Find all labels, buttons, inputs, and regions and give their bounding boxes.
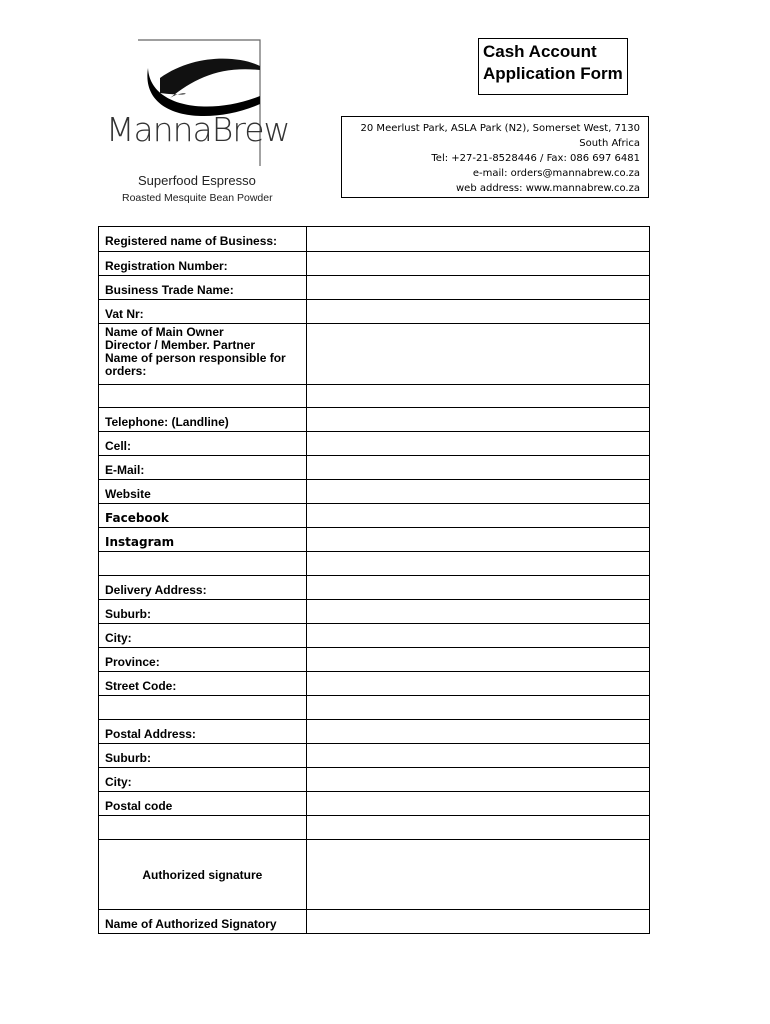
field-blank[interactable]	[306, 385, 649, 408]
field-province[interactable]	[306, 648, 649, 672]
form-row	[99, 910, 650, 934]
field-facebook[interactable]	[306, 504, 649, 528]
field-delivery-city[interactable]	[306, 624, 649, 648]
field-postal-address[interactable]	[306, 720, 649, 744]
field-cell[interactable]	[306, 432, 649, 456]
field-vat[interactable]	[306, 300, 649, 324]
label-delivery-suburb: Suburb:	[99, 600, 307, 624]
form-row	[99, 324, 650, 385]
form-row	[99, 840, 650, 910]
form-row	[99, 504, 650, 528]
form-row	[99, 528, 650, 552]
label-cell: Cell:	[99, 432, 307, 456]
label-responsible-line-2: orders:	[105, 364, 147, 378]
field-trade-name[interactable]	[306, 276, 649, 300]
form-row	[99, 672, 650, 696]
field-postal-suburb[interactable]	[306, 744, 649, 768]
form-row	[99, 600, 650, 624]
label-blank	[99, 552, 307, 576]
form-row	[99, 648, 650, 672]
label-responsible-line-1: Name of person responsible for	[105, 351, 286, 365]
label-blank	[99, 696, 307, 720]
field-postal-city[interactable]	[306, 768, 649, 792]
form-row-blank	[99, 385, 650, 408]
form-row	[99, 408, 650, 432]
form-row	[99, 744, 650, 768]
label-owner-responsible	[99, 324, 307, 385]
form-row	[99, 432, 650, 456]
label-authorized-signature: Authorized signature	[99, 840, 307, 910]
label-street-code: Street Code:	[99, 672, 307, 696]
label-trade-name: Business Trade Name:	[99, 276, 307, 300]
field-registered-name[interactable]	[306, 227, 649, 252]
field-website[interactable]	[306, 480, 649, 504]
form-row-blank	[99, 696, 650, 720]
label-owner-line-2: Director / Member. Partner	[105, 338, 256, 352]
brand-name: MannaBrew	[106, 110, 290, 149]
brand-tagline: Superfood Espresso	[138, 173, 256, 188]
label-registration-number: Registration Number:	[99, 252, 307, 276]
field-delivery-suburb[interactable]	[306, 600, 649, 624]
field-instagram[interactable]	[306, 528, 649, 552]
label-blank	[99, 816, 307, 840]
label-postal-city: City:	[99, 768, 307, 792]
form-title-line-2: Application Form	[483, 64, 623, 83]
form-title-line-1: Cash Account	[483, 42, 597, 61]
form-row	[99, 227, 650, 252]
label-telephone: Telephone: (Landline)	[99, 408, 307, 432]
label-website: Website	[99, 480, 307, 504]
form-row	[99, 252, 650, 276]
form-row	[99, 456, 650, 480]
mannabrew-logo	[100, 38, 310, 208]
form-row	[99, 768, 650, 792]
form-row-blank	[99, 816, 650, 840]
form-row	[99, 276, 650, 300]
address-email: e-mail: orders@mannabrew.co.za	[472, 168, 640, 179]
field-blank[interactable]	[306, 552, 649, 576]
field-delivery-address[interactable]	[306, 576, 649, 600]
form-row	[99, 624, 650, 648]
label-postal-code: Postal code	[99, 792, 307, 816]
form-title	[478, 38, 628, 95]
address-web: web address: www.mannabrew.co.za	[456, 183, 640, 194]
label-registered-name: Registered name of Business:	[99, 227, 307, 252]
label-facebook: Facebook	[99, 504, 307, 528]
form-row	[99, 720, 650, 744]
label-vat: Vat Nr:	[99, 300, 307, 324]
label-email: E-Mail:	[99, 456, 307, 480]
form-row-blank	[99, 552, 650, 576]
field-blank[interactable]	[306, 696, 649, 720]
field-telephone[interactable]	[306, 408, 649, 432]
field-owner-responsible[interactable]	[306, 324, 649, 385]
label-postal-address: Postal Address:	[99, 720, 307, 744]
address-phone: Tel: +27-21-8528446 / Fax: 086 697 6481	[431, 153, 640, 164]
label-province: Province:	[99, 648, 307, 672]
label-delivery-address: Delivery Address:	[99, 576, 307, 600]
field-email[interactable]	[306, 456, 649, 480]
field-postal-code[interactable]	[306, 792, 649, 816]
field-registration-number[interactable]	[306, 252, 649, 276]
company-address	[341, 116, 649, 198]
form-row	[99, 300, 650, 324]
form-row	[99, 792, 650, 816]
address-country: South Africa	[579, 138, 640, 149]
address-street: 20 Meerlust Park, ASLA Park (N2), Somerset West, 7130	[360, 123, 640, 134]
brand-subtagline: Roasted Mesquite Bean Powder	[122, 192, 273, 204]
field-authorized-signature[interactable]	[306, 840, 649, 910]
field-blank[interactable]	[306, 816, 649, 840]
label-owner-line-1: Name of Main Owner	[105, 325, 224, 339]
field-street-code[interactable]	[306, 672, 649, 696]
label-authorized-signatory: Name of Authorized Signatory	[99, 910, 307, 934]
field-authorized-signatory[interactable]	[306, 910, 649, 934]
label-postal-suburb: Suburb:	[99, 744, 307, 768]
label-delivery-city: City:	[99, 624, 307, 648]
form-row	[99, 576, 650, 600]
form-row	[99, 480, 650, 504]
label-blank	[99, 385, 307, 408]
application-form-table	[98, 226, 650, 934]
label-instagram: Instagram	[99, 528, 307, 552]
